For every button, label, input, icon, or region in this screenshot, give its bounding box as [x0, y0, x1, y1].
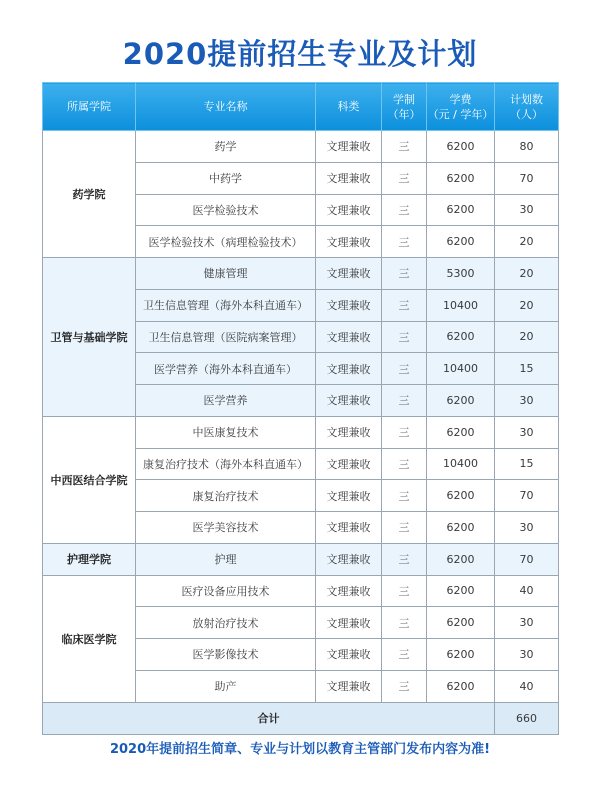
- tuition-cell: 6200: [427, 226, 495, 258]
- tuition-cell: 6200: [427, 194, 495, 226]
- plan-cell: 20: [495, 289, 559, 321]
- tuition-cell: 6200: [427, 480, 495, 512]
- major-cell: 医学检验技术（病理检验技术）: [136, 226, 316, 258]
- header-duration: [382, 83, 427, 131]
- category-cell: 文理兼收: [316, 607, 382, 639]
- category-cell: 文理兼收: [316, 448, 382, 480]
- tuition-cell: 6200: [427, 512, 495, 544]
- table-row: [43, 543, 559, 575]
- plan-cell: 30: [495, 416, 559, 448]
- plan-cell: 70: [495, 162, 559, 194]
- tuition-cell: 6200: [427, 416, 495, 448]
- category-cell: 文理兼收: [316, 670, 382, 702]
- tuition-cell: 6200: [427, 670, 495, 702]
- header-college: 所属学院: [43, 83, 136, 131]
- tuition-cell: 6200: [427, 575, 495, 607]
- plan-cell: 15: [495, 353, 559, 385]
- category-cell: 文理兼收: [316, 512, 382, 544]
- duration-cell: 三: [382, 543, 427, 575]
- college-cell: 卫管与基础学院: [43, 258, 136, 417]
- header-plan-line2: （人）: [510, 107, 543, 121]
- category-cell: 文理兼收: [316, 575, 382, 607]
- plan-cell: 15: [495, 448, 559, 480]
- major-cell: 医学营养（海外本科直通车）: [136, 353, 316, 385]
- category-cell: 文理兼收: [316, 480, 382, 512]
- table-footer: [43, 702, 559, 734]
- tuition-cell: 6200: [427, 321, 495, 353]
- total-row: [43, 702, 559, 734]
- plan-cell: 30: [495, 385, 559, 417]
- tuition-cell: 6200: [427, 131, 495, 163]
- header-category: 科类: [316, 83, 382, 131]
- header-duration-line2: （年）: [387, 107, 421, 121]
- duration-cell: 三: [382, 575, 427, 607]
- header-duration-line1: 学制: [393, 92, 415, 106]
- plan-cell: 40: [495, 670, 559, 702]
- tuition-cell: 6200: [427, 385, 495, 417]
- major-cell: 健康管理: [136, 258, 316, 290]
- table-body: [43, 131, 559, 703]
- duration-cell: 三: [382, 194, 427, 226]
- major-cell: 医疗设备应用技术: [136, 575, 316, 607]
- category-cell: 文理兼收: [316, 226, 382, 258]
- category-cell: 文理兼收: [316, 353, 382, 385]
- plan-cell: 40: [495, 575, 559, 607]
- duration-cell: 三: [382, 258, 427, 290]
- duration-cell: 三: [382, 448, 427, 480]
- duration-cell: 三: [382, 321, 427, 353]
- duration-cell: 三: [382, 480, 427, 512]
- college-cell: 中西医结合学院: [43, 416, 136, 543]
- header-plan: [495, 83, 559, 131]
- category-cell: 文理兼收: [316, 543, 382, 575]
- major-cell: 中药学: [136, 162, 316, 194]
- major-cell: 放射治疗技术: [136, 607, 316, 639]
- major-cell: 药学: [136, 131, 316, 163]
- duration-cell: 三: [382, 670, 427, 702]
- duration-cell: 三: [382, 162, 427, 194]
- duration-cell: 三: [382, 385, 427, 417]
- total-label: 合计: [43, 702, 495, 734]
- major-cell: 助产: [136, 670, 316, 702]
- plan-cell: 20: [495, 321, 559, 353]
- enrollment-plan-table: [42, 82, 559, 735]
- major-cell: 医学检验技术: [136, 194, 316, 226]
- tuition-cell: 10400: [427, 448, 495, 480]
- major-cell: 卫生信息管理（海外本科直通车）: [136, 289, 316, 321]
- plan-cell: 20: [495, 226, 559, 258]
- category-cell: 文理兼收: [316, 416, 382, 448]
- duration-cell: 三: [382, 512, 427, 544]
- header-plan-line1: 计划数: [510, 92, 543, 106]
- category-cell: 文理兼收: [316, 385, 382, 417]
- duration-cell: 三: [382, 353, 427, 385]
- plan-cell: 80: [495, 131, 559, 163]
- plan-cell: 30: [495, 639, 559, 671]
- tuition-cell: 5300: [427, 258, 495, 290]
- plan-cell: 30: [495, 607, 559, 639]
- page-title: 2020提前招生专业及计划: [122, 37, 478, 71]
- header-tuition-line1: 学费: [449, 92, 472, 106]
- header-tuition-line2: （元 / 学年）: [427, 107, 494, 121]
- table-row: [43, 258, 559, 290]
- category-cell: 文理兼收: [316, 639, 382, 671]
- major-cell: 医学影像技术: [136, 639, 316, 671]
- category-cell: 文理兼收: [316, 321, 382, 353]
- major-cell: 护理: [136, 543, 316, 575]
- plan-cell: 30: [495, 512, 559, 544]
- duration-cell: 三: [382, 607, 427, 639]
- duration-cell: 三: [382, 289, 427, 321]
- category-cell: 文理兼收: [316, 194, 382, 226]
- plan-cell: 30: [495, 194, 559, 226]
- duration-cell: 三: [382, 131, 427, 163]
- category-cell: 文理兼收: [316, 258, 382, 290]
- tuition-cell: 6200: [427, 639, 495, 671]
- table-header: [43, 83, 559, 131]
- category-cell: 文理兼收: [316, 131, 382, 163]
- major-cell: 医学营养: [136, 385, 316, 417]
- category-cell: 文理兼收: [316, 289, 382, 321]
- total-value: 660: [495, 702, 559, 734]
- tuition-cell: 6200: [427, 607, 495, 639]
- college-cell: 临床医学院: [43, 575, 136, 702]
- header-row: [43, 83, 559, 131]
- college-cell: 护理学院: [43, 543, 136, 575]
- duration-cell: 三: [382, 226, 427, 258]
- category-cell: 文理兼收: [316, 162, 382, 194]
- major-cell: 卫生信息管理（医院病案管理）: [136, 321, 316, 353]
- tuition-cell: 10400: [427, 353, 495, 385]
- college-cell: 药学院: [43, 131, 136, 258]
- tuition-cell: 10400: [427, 289, 495, 321]
- duration-cell: 三: [382, 416, 427, 448]
- header-tuition: [427, 83, 495, 131]
- table-row: [43, 575, 559, 607]
- major-cell: 医学美容技术: [136, 512, 316, 544]
- enrollment-table-container: [42, 82, 558, 735]
- plan-cell: 70: [495, 480, 559, 512]
- tuition-cell: 6200: [427, 162, 495, 194]
- major-cell: 康复治疗技术（海外本科直通车）: [136, 448, 316, 480]
- tuition-cell: 6200: [427, 543, 495, 575]
- table-row: [43, 131, 559, 163]
- major-cell: 中医康复技术: [136, 416, 316, 448]
- table-row: [43, 416, 559, 448]
- header-major: 专业名称: [136, 83, 316, 131]
- plan-cell: 70: [495, 543, 559, 575]
- major-cell: 康复治疗技术: [136, 480, 316, 512]
- duration-cell: 三: [382, 639, 427, 671]
- plan-cell: 20: [495, 258, 559, 290]
- footer-note: 2020年提前招生简章、专业与计划以教育主管部门发布内容为准!: [109, 742, 491, 757]
